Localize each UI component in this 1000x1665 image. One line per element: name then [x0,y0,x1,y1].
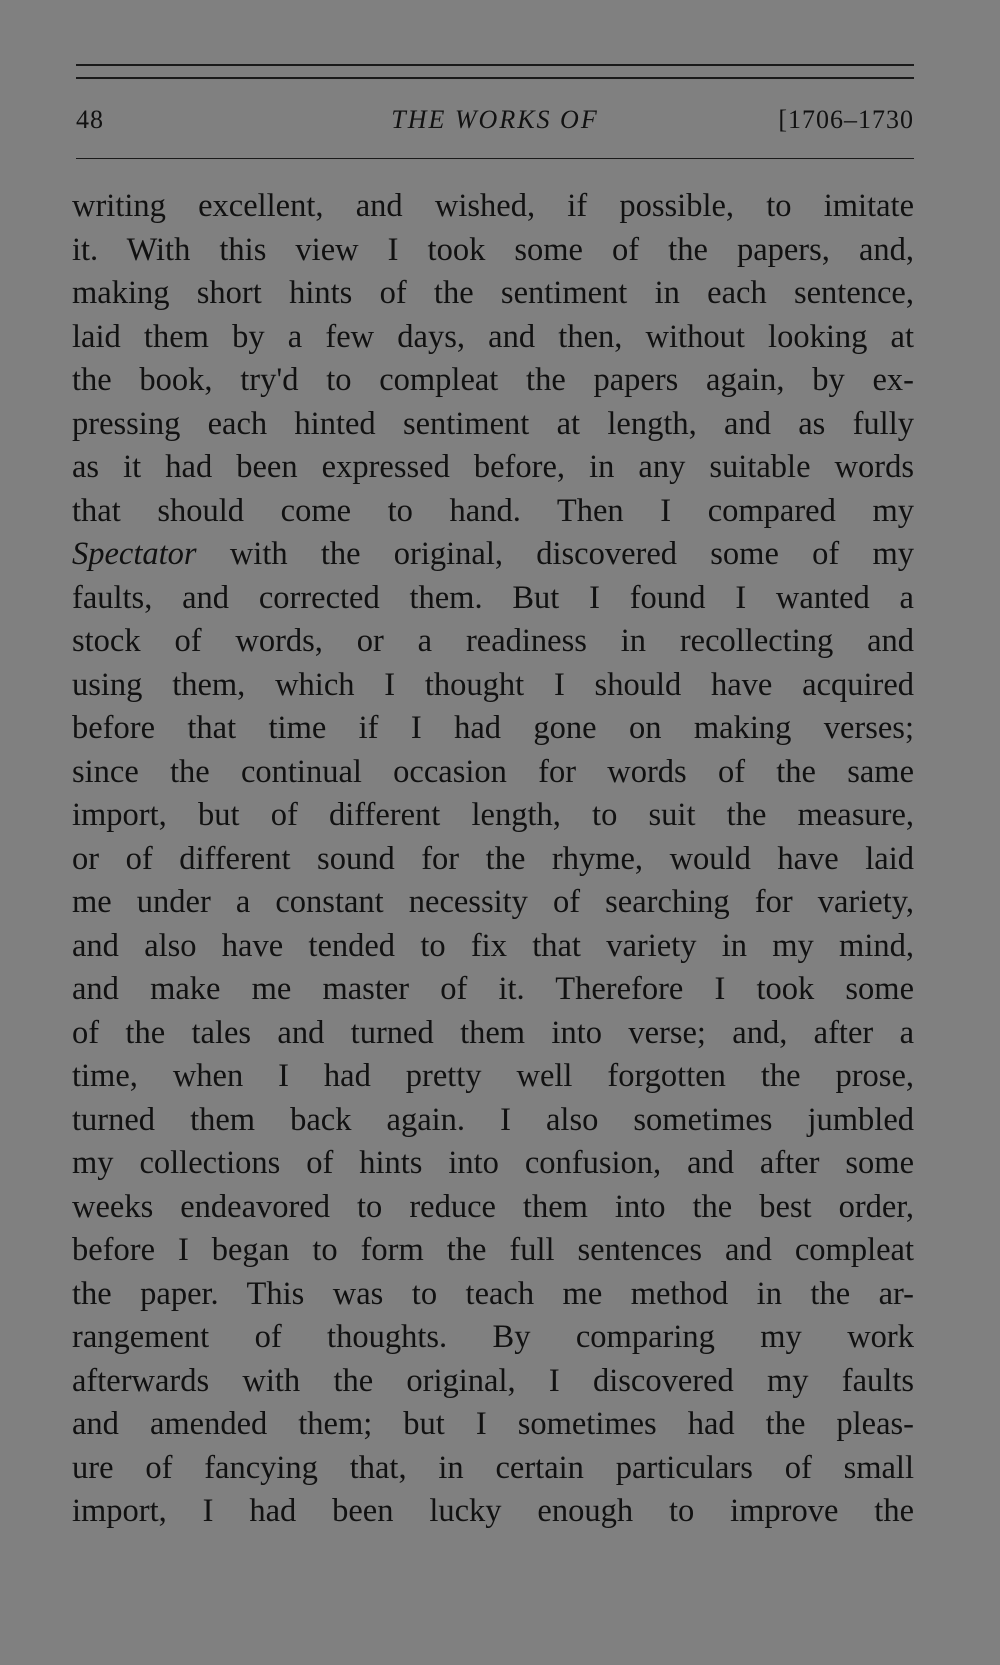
running-head [76,100,914,140]
text-line: or of different sound for the rhyme, would have laid [72,840,914,877]
date-range: [1706–1730 [778,105,914,134]
running-title: THE WORKS OF [391,105,599,134]
text-line: since the continual occasion for words of the same [72,753,914,790]
text-line: my collections of hints into confusion, and after some [72,1145,914,1181]
text-line: using them, which I thought I should have acquired [72,666,914,703]
text-line: before I began to form the full sentences and compleat [72,1232,914,1268]
text-line: ure of fancying that, in certain particulars of small [72,1449,914,1486]
page-number: 48 [76,105,104,134]
spectator-title: Spectator [72,536,197,572]
text-line: writing excellent, and wished, if possible, to imitate [72,188,914,224]
text-line-rest: with the original, discovered some of my [196,536,914,572]
text-line: weeks endeavored to reduce them into the best order, [72,1188,914,1225]
text-line: making short hints of the sentiment in each sentence, [72,275,914,311]
text-line: rangement of thoughts. By comparing my work [72,1319,914,1355]
text-line: stock of words, or a readiness in recollecting and [72,623,914,659]
text-line: and amended them; but I sometimes had the pleas- [72,1406,914,1442]
text-line: afterwards with the original, I discovered my faults [72,1362,914,1399]
text-line: and also have tended to fix that variety in my mind, [72,927,914,964]
text-line: me under a constant necessity of searching for variety, [72,884,914,920]
text-line: import, I had been lucky enough to improve the [72,1493,914,1529]
text-line: import, but of different length, to suit the measure, [72,797,914,833]
text-line: and make me master of it. Therefore I took some [72,971,914,1007]
text-line: laid them by a few days, and then, without looking at [72,318,914,355]
text-line: as it had been expressed before, in any suitable words [72,449,914,485]
text-line: faults, and corrected them. But I found I wanted a [72,579,914,616]
body-text [72,185,914,1534]
header-rule-bottom [76,158,914,159]
text-line: the book, try'd to compleat the papers again, by ex- [72,362,914,398]
text-line [72,533,914,577]
text-line: the paper. This was to teach me method in the ar- [72,1275,914,1312]
text-line: of the tales and turned them into verse; and, after a [72,1014,914,1051]
text-line: time, when I had pretty well forgotten the prose, [72,1058,914,1094]
text-line: before that time if I had gone on making verses; [72,710,914,746]
header-rule-top [76,64,914,66]
text-line: pressing each hinted sentiment at length, and as fully [72,405,914,442]
text-line: that should come to hand. Then I compared my [72,492,914,529]
header-rule-second [76,77,914,79]
text-line: it. With this view I took some of the papers, and, [72,231,914,268]
text-line: turned them back again. I also sometimes jumbled [72,1101,914,1138]
